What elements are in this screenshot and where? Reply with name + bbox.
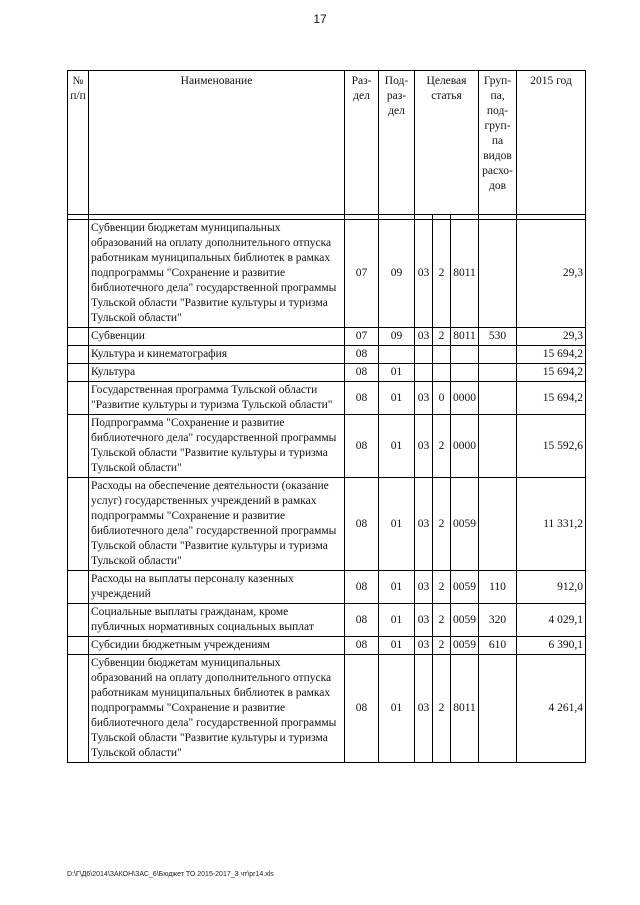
table-row (68, 637, 586, 655)
cell-razdel: 08 (345, 655, 379, 763)
cell-target-subprogram (433, 364, 451, 382)
cell-expense-group: 320 (479, 604, 517, 637)
cell-amount-2015: 4 261,4 (517, 655, 586, 763)
cell-podrazdel: 01 (379, 382, 415, 415)
cell-num (68, 637, 89, 655)
cell-amount-2015: 15 694,2 (517, 364, 586, 382)
table-row (68, 478, 586, 571)
cell-podrazdel: 09 (379, 328, 415, 346)
cell-name: Социальные выплаты гражданам, кроме публичных нормативных социальных выплат (89, 604, 345, 637)
table-row (68, 220, 586, 328)
cell-podrazdel (379, 346, 415, 364)
cell-name: Субвенции (89, 328, 345, 346)
cell-target-program: 03 (415, 478, 433, 571)
cell-podrazdel: 01 (379, 604, 415, 637)
cell-num (68, 346, 89, 364)
cell-target-direction: 0000 (451, 415, 479, 478)
cell-amount-2015: 15 694,2 (517, 346, 586, 364)
cell-name: Расходы на обеспечение деятельности (оказание услуг) государственных учреждений в рамках подпрограммы "Сохранение и развитие библиотечного дела" государственной программы Тульской области "Развитие культуры и туризма Тульской области" (89, 478, 345, 571)
cell-razdel: 08 (345, 364, 379, 382)
table-body (68, 215, 586, 763)
cell-target-program: 03 (415, 571, 433, 604)
cell-razdel: 08 (345, 478, 379, 571)
cell-num (68, 571, 89, 604)
cell-expense-group (479, 346, 517, 364)
header-podrazdel: Под-раз-дел (379, 71, 415, 215)
cell-name: Государственная программа Тульской области "Развитие культуры и туризма Тульской области" (89, 382, 345, 415)
cell-expense-group (479, 220, 517, 328)
cell-podrazdel: 01 (379, 637, 415, 655)
header-razdel: Раз-дел (345, 71, 379, 215)
table-row (68, 346, 586, 364)
cell-podrazdel: 01 (379, 364, 415, 382)
cell-razdel: 08 (345, 604, 379, 637)
table-row (68, 655, 586, 763)
cell-expense-group (479, 478, 517, 571)
cell-target-direction: 0059 (451, 571, 479, 604)
page-number: 17 (313, 12, 327, 26)
cell-expense-group: 610 (479, 637, 517, 655)
cell-num (68, 382, 89, 415)
cell-target-program: 03 (415, 604, 433, 637)
cell-num (68, 220, 89, 328)
table-row (68, 415, 586, 478)
cell-expense-group (479, 382, 517, 415)
cell-razdel: 08 (345, 637, 379, 655)
cell-num (68, 655, 89, 763)
cell-target-program: 03 (415, 382, 433, 415)
cell-target-program: 03 (415, 220, 433, 328)
cell-amount-2015: 4 029,1 (517, 604, 586, 637)
cell-name: Культура и кинематография (89, 346, 345, 364)
cell-podrazdel: 01 (379, 571, 415, 604)
cell-num (68, 415, 89, 478)
cell-target-direction: 0059 (451, 637, 479, 655)
header-num: № п/п (68, 71, 89, 215)
cell-razdel: 08 (345, 571, 379, 604)
cell-expense-group: 110 (479, 571, 517, 604)
cell-target-direction: 0059 (451, 604, 479, 637)
cell-target-subprogram: 2 (433, 415, 451, 478)
cell-name: Субсидии бюджетным учреждениям (89, 637, 345, 655)
cell-podrazdel: 01 (379, 478, 415, 571)
cell-razdel: 08 (345, 346, 379, 364)
cell-name: Субвенции бюджетам муниципальных образований на оплату дополнительного отпуска работникам муниципальных библиотек в рамках подпрограммы "Сохранение и развитие библиотечного дела" государственной программы Тульской области "Развитие культуры и туризма Тульской области" (89, 220, 345, 328)
table-row (68, 571, 586, 604)
cell-podrazdel: 09 (379, 220, 415, 328)
cell-target-program (415, 346, 433, 364)
cell-razdel: 08 (345, 382, 379, 415)
cell-target-direction: 0059 (451, 478, 479, 571)
table-row (68, 382, 586, 415)
cell-target-subprogram (433, 346, 451, 364)
cell-amount-2015: 29,3 (517, 220, 586, 328)
file-path-footer: D:\Г\Д6\2014\ЗАКОН\ЗАС_6\Бюджет ТО 2015-2017_3 чт\pr14.xls (67, 871, 274, 878)
cell-expense-group: 530 (479, 328, 517, 346)
header-group: Груп-па, под-груп-па видов расхо-дов (479, 71, 517, 215)
cell-name: Расходы на выплаты персоналу казенных учреждений (89, 571, 345, 604)
cell-podrazdel: 01 (379, 655, 415, 763)
cell-amount-2015: 11 331,2 (517, 478, 586, 571)
cell-num (68, 604, 89, 637)
cell-amount-2015: 6 390,1 (517, 637, 586, 655)
header-name: Наименование (89, 71, 345, 215)
cell-amount-2015: 912,0 (517, 571, 586, 604)
cell-target-direction (451, 346, 479, 364)
cell-target-direction: 0000 (451, 382, 479, 415)
cell-amount-2015: 29,3 (517, 328, 586, 346)
cell-target-program: 03 (415, 637, 433, 655)
cell-razdel: 08 (345, 415, 379, 478)
cell-target-subprogram: 2 (433, 655, 451, 763)
cell-target-program: 03 (415, 328, 433, 346)
cell-num (68, 328, 89, 346)
budget-table (67, 70, 586, 763)
header-year: 2015 год (517, 71, 586, 215)
table-row (68, 604, 586, 637)
cell-amount-2015: 15 694,2 (517, 382, 586, 415)
cell-razdel: 07 (345, 220, 379, 328)
cell-target-subprogram: 0 (433, 382, 451, 415)
cell-target-program: 03 (415, 655, 433, 763)
cell-name: Подпрограмма "Сохранение и развитие библиотечного дела" государственной программы Тульской области "Развитие культуры и туризма Тульской области" (89, 415, 345, 478)
cell-num (68, 478, 89, 571)
cell-target-subprogram: 2 (433, 604, 451, 637)
cell-target-direction: 8011 (451, 220, 479, 328)
cell-target-direction (451, 364, 479, 382)
cell-name: Культура (89, 364, 345, 382)
cell-expense-group (479, 415, 517, 478)
cell-target-subprogram: 2 (433, 571, 451, 604)
cell-target-direction: 8011 (451, 655, 479, 763)
cell-razdel: 07 (345, 328, 379, 346)
cell-target-program (415, 364, 433, 382)
cell-target-subprogram: 2 (433, 478, 451, 571)
cell-podrazdel: 01 (379, 415, 415, 478)
cell-target-subprogram: 2 (433, 637, 451, 655)
header-target: Целевая статья (415, 71, 479, 215)
cell-expense-group (479, 364, 517, 382)
cell-num (68, 364, 89, 382)
cell-target-program: 03 (415, 415, 433, 478)
cell-expense-group (479, 655, 517, 763)
cell-target-direction: 8011 (451, 328, 479, 346)
table-row (68, 364, 586, 382)
cell-amount-2015: 15 592,6 (517, 415, 586, 478)
cell-target-subprogram: 2 (433, 220, 451, 328)
cell-name: Субвенции бюджетам муниципальных образований на оплату дополнительного отпуска работникам муниципальных библиотек в рамках подпрограммы "Сохранение и развитие библиотечного дела" государственной программы Тульской области "Развитие культуры и туризма Тульской области" (89, 655, 345, 763)
table-row (68, 328, 586, 346)
table-header-row (68, 71, 586, 215)
cell-target-subprogram: 2 (433, 328, 451, 346)
